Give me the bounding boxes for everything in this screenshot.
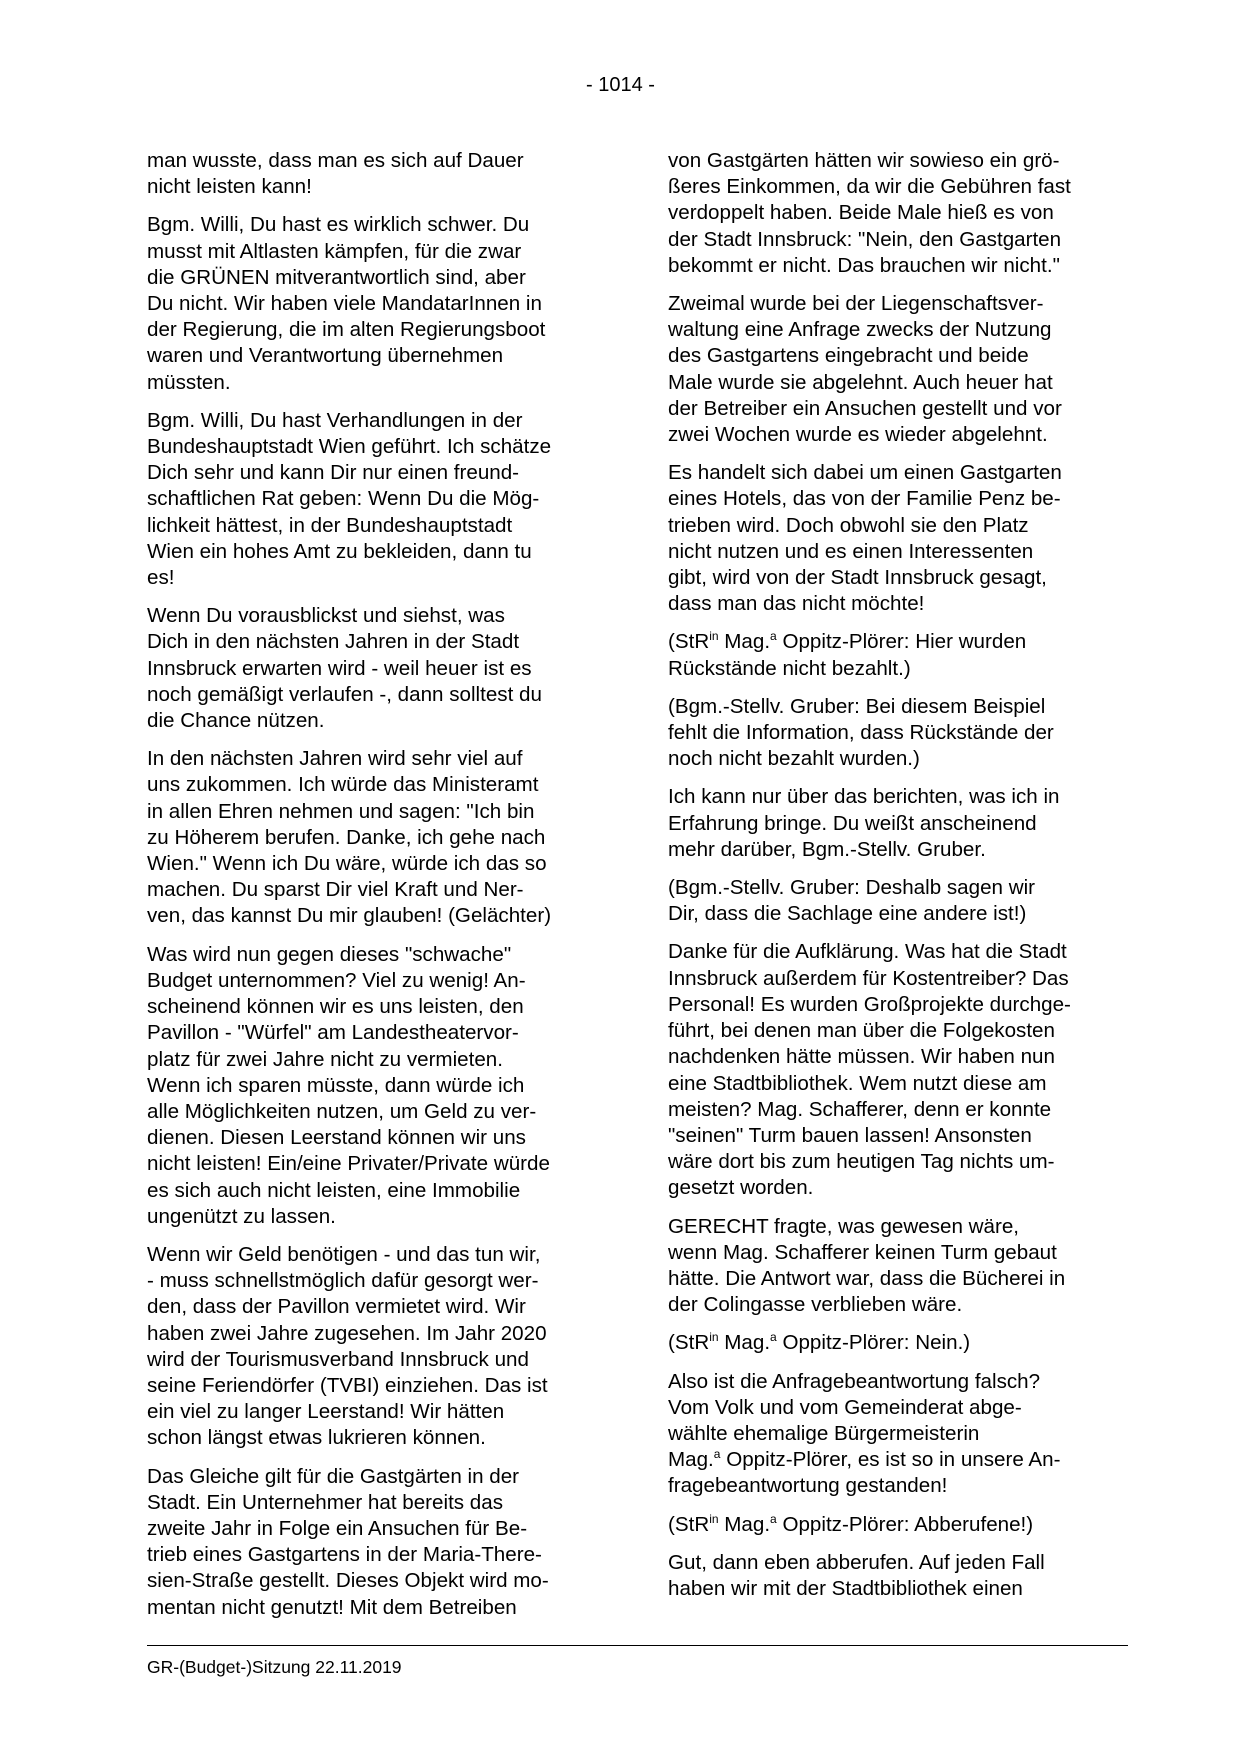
left-paragraph-1: man wusste, dass man es sich auf Dauer nicht leisten kann! [147,149,524,199]
left-paragraph-2: Bgm. Willi, Du hast es wirklich schwer. Du musst mit Altlasten kämpfen, für die zwar die GRÜNEN mitverantwortlich sind, aber Du nicht. Wir haben viele MandatarInnen in der Regierung, die im alten Regierungsboot waren und Verantwortung übernehmen müssten. [147,213,546,394]
right-paragraph-9: GERECHT fragte, was gewesen wäre, wenn Mag. Schafferer keinen Turm gebaut hätte. Die Antwort war, dass die Bücherei in der Colingasse verblieben wäre. [668,1214,1066,1317]
footer-divider [147,1645,1128,1646]
right-paragraph-13: Gut, dann eben abberufen. Auf jeden Fall haben wir mit der Stadtbibliothek einen [668,1550,1045,1600]
right-paragraph-3: Es handelt sich dabei um einen Gastgarten eines Hotels, das von der Familie Penz be- trieben wird. Doch obwohl sie den Platz nicht nutzen und es einen Interessenten gibt, wird von der Stadt Innsbruck gesagt, dass man das nicht möchte! [668,461,1062,616]
right-paragraph-5: (Bgm.-Stellv. Gruber: Bei diesem Beispiel fehlt die Information, dass Rückstände der noch nicht bezahlt wurden.) [668,694,1054,771]
right-paragraph-10: (StR$^{in}$ Mag.$^a$ Oppitz-Plörer: Nein.) [668,1330,971,1355]
left-paragraph-8: Das Gleiche gilt für die Gastgärten in der Stadt. Ein Unternehmer hat bereits das zweite Jahr in Folge ein Ansuchen für Be- trieb eines Gastgartens in der Maria-There- sien-Straße gestellt. Dieses Objekt wird mo- mentan nicht genutzt! Mit dem Betreiben [147,1464,549,1619]
right-paragraph-1: von Gastgärten hätten wir sowieso ein grö- ßeres Einkommen, da wir die Gebühren fast verdoppelt haben. Beide Male hieß es von der Stadt Innsbruck: "Nein, den Gastgarten bekommt er nicht. Das brauchen wir nicht." [668,149,1071,277]
left-paragraph-7: Wenn wir Geld benötigen - und das tun wir, - muss schnellstmöglich dafür gesorgt wer- den, dass der Pavillon vermietet wird. Wir haben zwei Jahre zugesehen. Im Jahr 2020 wird der Tourismusverband Innsbruck und seine Feriendörfer (TVBI) einziehen. Das ist ein viel zu langer Leerstand! Wir hätten schon längst etwas lukrieren können. [147,1242,548,1450]
left-paragraph-6: Was wird nun gegen dieses "schwache" Budget unternommen? Viel zu wenig! An- scheinend können wir es uns leisten, den Pavillon - "Würfel" am Landestheatervor- platz für zwei Jahre nicht zu vermieten. Wenn ich sparen müsste, dann würde ich alle Möglichkeiten nutzen, um Geld zu ver- dienen. Diesen Leerstand können wir uns nicht leisten! Ein/eine Privater/Private würde es sich auch nicht leisten, eine Immobilie ungenützt zu lassen. [147,942,550,1228]
right-paragraph-12: (StR$^{in}$ Mag.$^a$ Oppitz-Plörer: Abberufene!) [668,1511,1034,1536]
right-column [668,148,1128,1614]
right-paragraph-7: (Bgm.-Stellv. Gruber: Deshalb sagen wir Dir, dass die Sachlage eine andere ist!) [668,876,1036,926]
left-column [147,148,605,1633]
left-paragraph-5: In den nächsten Jahren wird sehr viel auf uns zukommen. Ich würde das Ministeramt in allen Ehren nehmen und sagen: "Ich bin zu Höherem berufen. Danke, ich gehe nach Wien." Wenn ich Du wäre, würde ich das so machen. Du sparst Dir viel Kraft und Ner- ven, das kannst Du mir glauben! (Gelächter) [147,747,552,928]
right-paragraph-11: Also ist die Anfragebeantwortung falsch? Vom Volk und vom Gemeinderat abge- wählte ehemalige Bürgermeisterin Mag.$^a$ Oppitz-Plörer, es ist so in unsere An- fragebeantwortung gestanden! [668,1369,1061,1498]
left-paragraph-4: Wenn Du vorausblickst und siehst, was Dich in den nächsten Jahren in der Stadt Innsbruck erwarten wird - weil heuer ist es noch gemäßigt verlaufen -, dann solltest du die Chance nützen. [147,604,542,733]
right-paragraph-8: Danke für die Aufklärung. Was hat die Stadt Innsbruck außerdem für Kostentreiber? Das Personal! Es wurden Großprojekte durchge- führt, bei denen man über die Folgekosten nachdenken hätte müssen. Wir haben nun eine Stadtbibliothek. Wem nutzt diese am meisten? Mag. Schafferer, denn er konnte "seinen" Turm bauen lassen! Ansonsten wäre dort bis zum heutigen Tag nichts um- gesetzt worden. [668,940,1071,1200]
left-paragraph-3: Bgm. Willi, Du hast Verhandlungen in der Bundeshauptstadt Wien geführt. Ich schätze Dich sehr und kann Dir nur einen freund- schaftlichen Rat geben: Wenn Du die Mög- lichkeit hättest, in der Bundeshauptstadt Wien ein hohes Amt zu bekleiden, dann tu es! [147,408,552,590]
right-paragraph-6: Ich kann nur über das berichten, was ich in Erfahrung bringe. Du weißt anscheinend mehr darüber, Bgm.-Stellv. Gruber. [668,785,1060,861]
right-paragraph-4: (StR$^{in}$ Mag.$^a$ Oppitz-Plörer: Hier wurden Rückstände nicht bezahlt.) [668,629,1027,680]
page-number: - 1014 - [586,74,655,96]
footer-text: GR-(Budget-)Sitzung 22.11.2019 [147,1657,402,1677]
right-paragraph-2: Zweimal wurde bei der Liegenschaftsver- waltung eine Anfrage zwecks der Nutzung des Gastgartens eingebracht und beide Male wurde sie abgelehnt. Auch heuer hat der Betreiber ein Ansuchen gestellt und vor zwei Wochen wurde es wieder abgelehnt. [668,292,1062,447]
